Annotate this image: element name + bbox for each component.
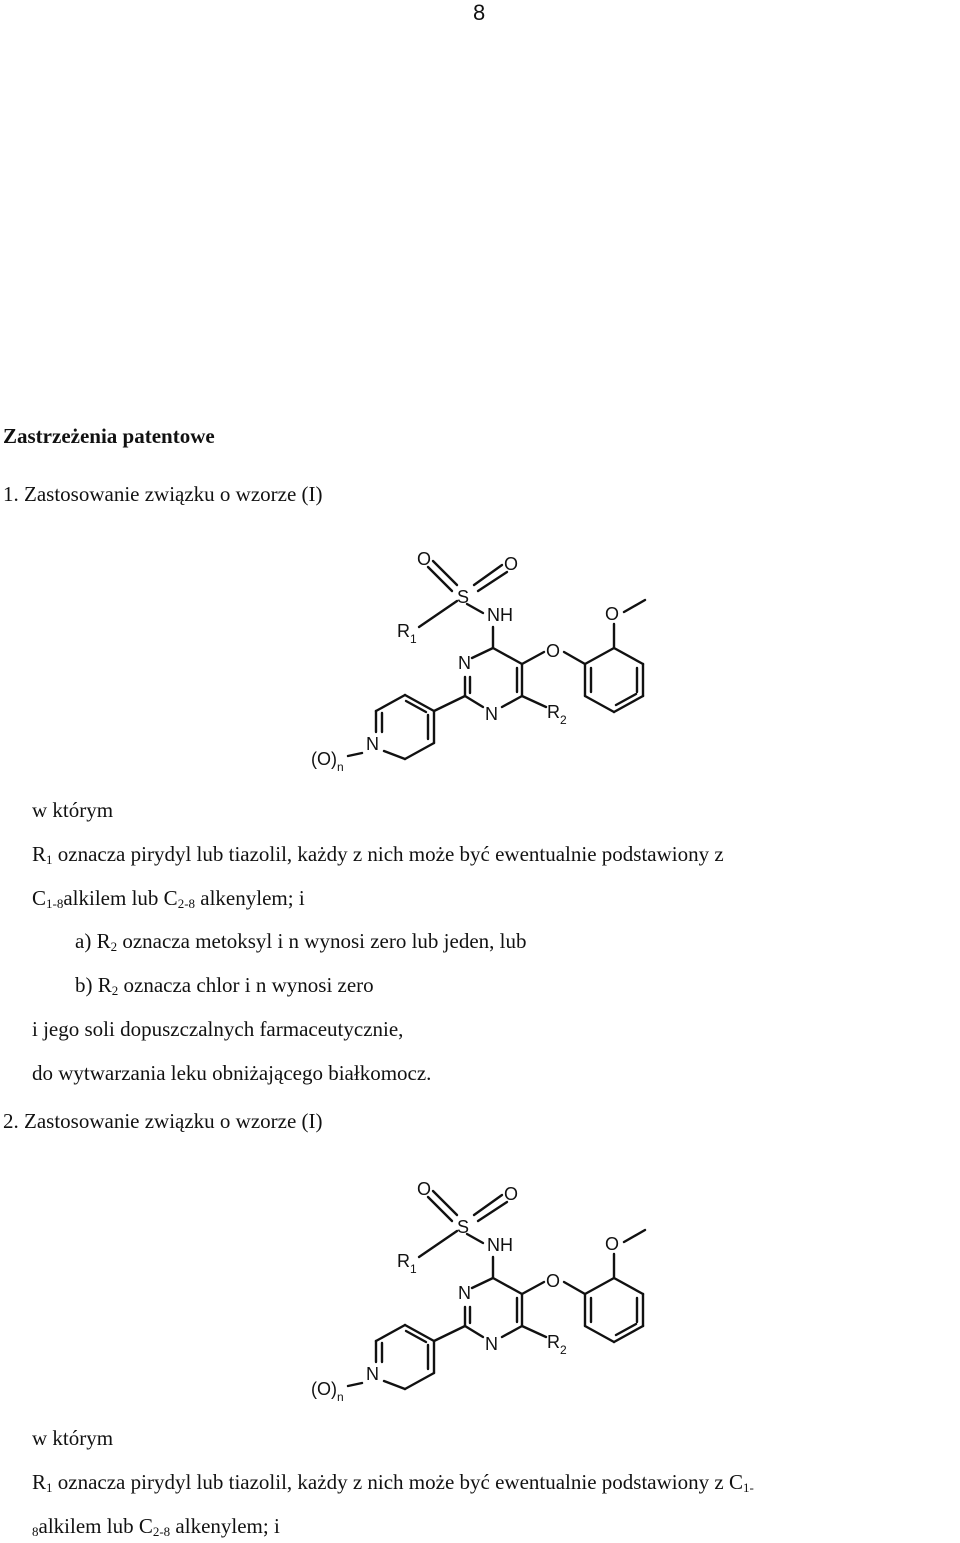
pyrimidine-n3: N bbox=[485, 1334, 498, 1354]
sulfonyl-oxygen-right: O bbox=[504, 1184, 519, 1204]
pyridine-n: N bbox=[366, 734, 379, 754]
pyrimidine-n3: N bbox=[485, 704, 498, 724]
nh-group: NH bbox=[487, 605, 513, 625]
methoxy-oxygen: O bbox=[605, 1234, 620, 1254]
claim-1-option-b: b) $R_2$ oznacza chlor i n wynosi zero bbox=[75, 973, 374, 998]
ether-oxygen: O bbox=[546, 1271, 561, 1291]
methoxy-oxygen: O bbox=[605, 604, 620, 624]
claim-1-substituents: $C_{1-8}alkilem$ lub $C_{2-8}$ alkenylem; i bbox=[32, 886, 305, 911]
nh-group: NH bbox=[487, 1235, 513, 1255]
sulfur-atom: S bbox=[457, 587, 470, 607]
sulfonyl-oxygen-left: O bbox=[417, 1179, 432, 1199]
claim-2-substituents: $_8$alkilem lub $C_{2-8}$ alkenylem; i bbox=[32, 1514, 280, 1539]
chemical-structure-formula-1 bbox=[300, 540, 660, 780]
sulfonyl-oxygen-left: O bbox=[417, 549, 432, 569]
claim-1-intro: 1. Zastosowanie związku o wzorze (I) bbox=[3, 482, 323, 506]
section-heading: Zastrzeżenia patentowe bbox=[3, 424, 215, 448]
claim-2-w-ktorym: w którym bbox=[32, 1426, 114, 1450]
n-oxide-label: $(O)_n$ bbox=[311, 1379, 344, 1404]
sulfonyl-oxygen-right: O bbox=[504, 554, 519, 574]
claim-1-salts: i jego soli dopuszczalnych farmaceutycznie, bbox=[32, 1017, 404, 1041]
n-oxide-label: $(O)_n$ bbox=[311, 749, 344, 774]
claim-2-r1-definition: $R_1$ oznacza pirydyl lub tiazolil, każdy z nich może być ewentualnie podstawiony z $C_{1-}$ bbox=[32, 1470, 754, 1495]
r2-label: $R_2$ bbox=[547, 1332, 567, 1357]
claim-2-intro: 2. Zastosowanie związku o wzorze (I) bbox=[3, 1109, 323, 1133]
pyridine-n: N bbox=[366, 1364, 379, 1384]
claim-1-w-ktorym: w którym bbox=[32, 798, 114, 822]
r1-label: $R_1$ bbox=[397, 1251, 417, 1276]
ether-oxygen: O bbox=[546, 641, 561, 661]
r2-label: $R_2$ bbox=[547, 702, 567, 727]
claim-1-r1-definition: $R_1$ oznacza pirydyl lub tiazolil, każdy z nich może być ewentualnie podstawiony z bbox=[32, 842, 724, 867]
pyrimidine-n1: N bbox=[458, 1283, 471, 1303]
page-number: 8 bbox=[473, 0, 486, 25]
claim-1-option-a: a) $R_2$ oznacza metoksyl i n wynosi zero lub jeden, lub bbox=[75, 929, 527, 954]
chemical-structure-formula-2 bbox=[300, 1175, 660, 1415]
claim-1-use: do wytwarzania leku obniżającego białkomocz. bbox=[32, 1061, 432, 1085]
pyrimidine-n1: N bbox=[458, 653, 471, 673]
sulfur-atom: S bbox=[457, 1217, 470, 1237]
r1-label: $R_1$ bbox=[397, 621, 417, 646]
